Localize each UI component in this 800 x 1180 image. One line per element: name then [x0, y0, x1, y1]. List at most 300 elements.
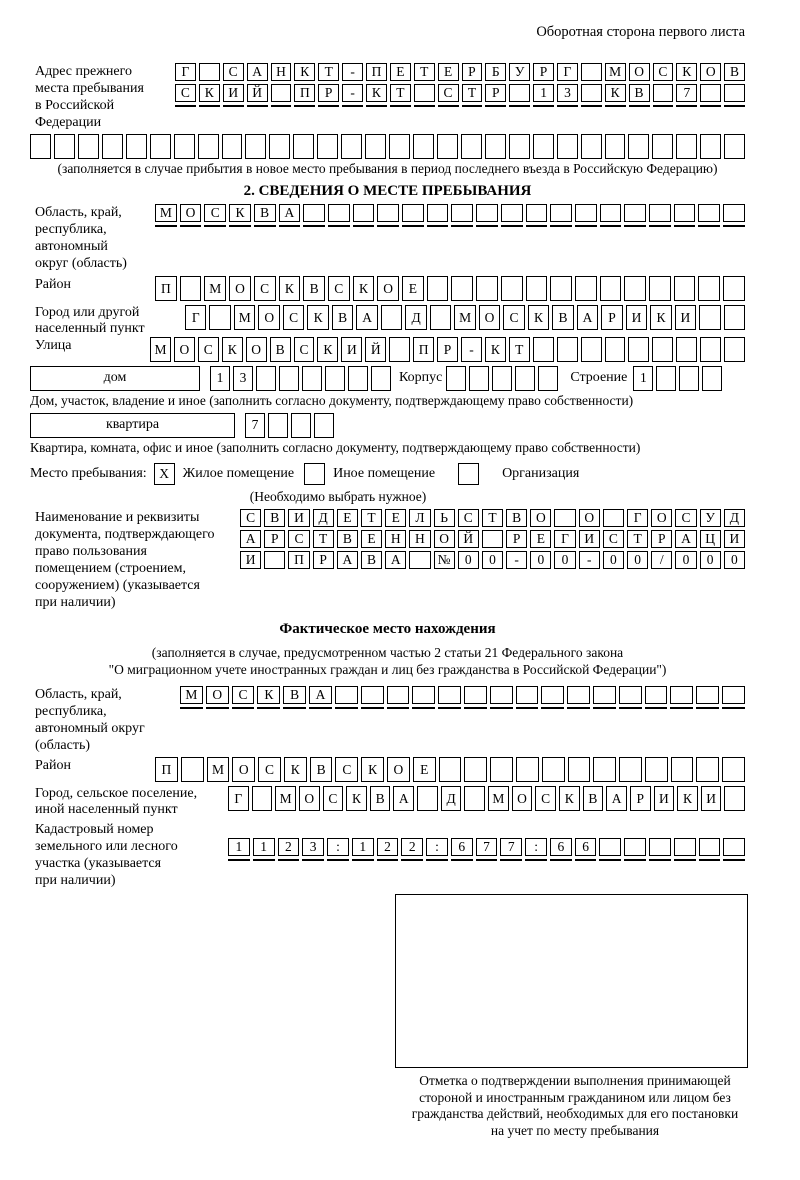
char-cell: [575, 225, 597, 227]
char-cell: С: [535, 786, 556, 811]
char-cell: К: [676, 63, 697, 81]
char-cell: №: [434, 551, 455, 569]
char-cell: [593, 757, 616, 782]
document-row-3: [240, 551, 745, 569]
char-cell: П: [155, 757, 178, 782]
char-cell: [516, 707, 539, 709]
char-cell: Е: [361, 530, 382, 548]
char-cell: М: [234, 305, 255, 330]
cadastral-row-2: [228, 859, 745, 861]
char-cell: О: [512, 786, 533, 811]
prev-address-rows: [175, 63, 745, 107]
char-cell: К: [528, 305, 549, 330]
char-cell: В: [332, 305, 353, 330]
char-cell: Р: [601, 305, 622, 330]
fact-region-row-2: [180, 707, 745, 709]
char-cell: Т: [313, 530, 334, 548]
char-cell: [409, 551, 430, 569]
char-cell: И: [675, 305, 696, 330]
char-cell: [538, 366, 558, 391]
char-cell: [724, 786, 745, 811]
stay-type-label: Место пребывания:: [30, 466, 147, 481]
char-cell: [482, 530, 503, 548]
char-cell: Р: [506, 530, 527, 548]
char-cell: О: [174, 337, 195, 362]
street-label: Улица: [35, 338, 72, 353]
char-cell: :: [426, 838, 448, 856]
fact-district-label: Район: [35, 758, 71, 773]
char-cell: [257, 707, 280, 709]
char-cell: Е: [402, 276, 424, 301]
char-cell: [724, 305, 745, 330]
char-cell: С: [254, 276, 276, 301]
char-cell: [533, 337, 554, 362]
char-cell: [557, 134, 578, 159]
char-cell: К: [229, 204, 251, 222]
char-cell: [180, 225, 202, 227]
char-cell: [581, 337, 602, 362]
char-cell: [126, 134, 147, 159]
char-cell: [348, 366, 368, 391]
char-cell: О: [229, 276, 251, 301]
char-cell: -: [342, 63, 363, 81]
char-cell: [335, 686, 358, 704]
char-cell: [581, 63, 602, 81]
char-cell: [325, 366, 345, 391]
char-cell: 6: [550, 838, 572, 856]
char-cell: [700, 84, 721, 102]
char-cell: [414, 105, 435, 107]
char-cell: [204, 225, 226, 227]
char-cell: 7: [500, 838, 522, 856]
char-cell: [581, 134, 602, 159]
char-cell: П: [155, 276, 177, 301]
char-cell: Е: [385, 509, 406, 527]
char-cell: И: [701, 786, 722, 811]
char-cell: К: [485, 337, 506, 362]
char-cell: [575, 859, 597, 861]
char-cell: [309, 707, 332, 709]
char-cell: 0: [458, 551, 479, 569]
char-cell: [722, 686, 745, 704]
char-cell: [180, 276, 202, 301]
prev-address-note: (заполняется в случае прибытия в новое место пребывания в период последнего въезда в Российскую Федерацию): [57, 161, 718, 176]
char-cell: [293, 134, 314, 159]
char-cell: С: [328, 276, 350, 301]
char-cell: [700, 134, 721, 159]
checkbox-organization: [458, 463, 479, 485]
char-cell: [652, 337, 673, 362]
char-cell: 3: [233, 366, 253, 391]
char-cell: О: [232, 757, 255, 782]
char-cell: М: [204, 276, 226, 301]
prev-address-row-3: [175, 105, 745, 107]
char-cell: [426, 859, 448, 861]
char-cell: А: [675, 530, 696, 548]
char-cell: О: [651, 509, 672, 527]
char-cell: [271, 105, 292, 107]
district-row: [155, 276, 745, 301]
char-cell: [361, 707, 384, 709]
char-cell: К: [257, 686, 280, 704]
street-row: [150, 337, 745, 362]
fact-region-row-1: [180, 686, 745, 704]
char-cell: [303, 204, 325, 222]
char-cell: [268, 413, 288, 438]
char-cell: [389, 337, 410, 362]
char-cell: [451, 276, 473, 301]
option-residential-label: Жилое помещение: [182, 466, 295, 481]
char-cell: Н: [271, 63, 292, 81]
char-cell: [427, 276, 449, 301]
char-cell: 1: [210, 366, 230, 391]
char-cell: [476, 859, 498, 861]
char-cell: [599, 838, 621, 856]
char-cell: С: [288, 530, 309, 548]
char-cell: [327, 859, 349, 861]
char-cell: [223, 105, 244, 107]
char-cell: [412, 686, 435, 704]
section2-title: 2. СВЕДЕНИЯ О МЕСТЕ ПРЕБЫВАНИЯ: [243, 183, 532, 199]
prev-address-group: [30, 63, 745, 131]
street-group: [30, 337, 745, 362]
char-cell: 1: [253, 838, 275, 856]
region-label: Область, край, республика, автономный округ (область): [35, 205, 127, 271]
char-cell: [509, 84, 530, 102]
char-cell: -: [461, 337, 482, 362]
char-cell: М: [488, 786, 509, 811]
region-row-1: [155, 204, 745, 222]
char-cell: [575, 204, 597, 222]
district-label: Район: [35, 277, 71, 292]
char-cell: [245, 134, 266, 159]
char-cell: [645, 757, 668, 782]
char-cell: [526, 276, 548, 301]
char-cell: К: [294, 63, 315, 81]
char-cell: [533, 105, 554, 107]
char-cell: О: [246, 337, 267, 362]
char-cell: [199, 63, 220, 81]
char-cell: Е: [438, 63, 459, 81]
char-cell: [676, 337, 697, 362]
char-cell: П: [413, 337, 434, 362]
char-cell: [222, 134, 243, 159]
char-cell: [649, 276, 671, 301]
char-cell: [723, 859, 745, 861]
char-cell: [723, 838, 745, 856]
char-cell: [229, 225, 251, 227]
char-cell: [679, 366, 699, 391]
char-cell: [671, 757, 694, 782]
char-cell: [430, 305, 451, 330]
char-cell: Г: [557, 63, 578, 81]
char-cell: [698, 204, 720, 222]
char-cell: Й: [458, 530, 479, 548]
char-cell: 3: [302, 838, 324, 856]
char-cell: [476, 204, 498, 222]
char-cell: [247, 105, 268, 107]
char-cell: 7: [676, 84, 697, 102]
char-cell: [490, 757, 513, 782]
char-cell: [674, 276, 696, 301]
header-note: Оборотная сторона первого листа: [536, 24, 745, 40]
char-cell: [533, 134, 554, 159]
char-cell: [451, 859, 473, 861]
char-cell: Г: [228, 786, 249, 811]
char-cell: [500, 859, 522, 861]
char-cell: А: [393, 786, 414, 811]
house-row: [30, 365, 745, 391]
char-cell: [278, 859, 300, 861]
char-cell: Р: [437, 337, 458, 362]
char-cell: К: [650, 305, 671, 330]
char-cell: [567, 686, 590, 704]
char-cell: Р: [264, 530, 285, 548]
char-cell: [649, 838, 671, 856]
char-cell: :: [327, 838, 349, 856]
char-cell: С: [223, 63, 244, 81]
char-cell: [652, 134, 673, 159]
stroenie-cells: [633, 366, 722, 391]
char-cell: Т: [482, 509, 503, 527]
char-cell: Д: [313, 509, 334, 527]
char-cell: [269, 134, 290, 159]
char-cell: [209, 305, 230, 330]
char-cell: [302, 366, 322, 391]
region-rows: [155, 204, 745, 227]
char-cell: [575, 276, 597, 301]
char-cell: [402, 204, 424, 222]
cadastral-rows: [228, 838, 745, 861]
char-cell: М: [180, 686, 203, 704]
char-cell: [291, 413, 311, 438]
char-cell: [526, 225, 548, 227]
checkbox-residential: X: [154, 463, 175, 485]
char-cell: [722, 707, 745, 709]
char-cell: [294, 105, 315, 107]
char-cell: [485, 105, 506, 107]
char-cell: Р: [462, 63, 483, 81]
char-cell: [198, 134, 219, 159]
document-group: [30, 509, 745, 611]
char-cell: П: [366, 63, 387, 81]
char-cell: О: [629, 63, 650, 81]
char-cell: Т: [414, 63, 435, 81]
korpus-label: Корпус: [399, 370, 443, 385]
char-cell: [303, 225, 325, 227]
char-cell: [699, 859, 721, 861]
document-label: Наименование и реквизиты документа, подтверждающего право пользования помещением (строением, сооружением) (указывается при наличии): [35, 510, 215, 610]
char-cell: 0: [603, 551, 624, 569]
actual-location-title: Фактическое место нахождения: [279, 621, 496, 637]
char-cell: Т: [462, 84, 483, 102]
char-cell: [30, 134, 51, 159]
char-cell: М: [275, 786, 296, 811]
char-cell: 1: [533, 84, 554, 102]
char-cell: [568, 757, 591, 782]
char-cell: [314, 413, 334, 438]
char-cell: [451, 225, 473, 227]
char-cell: [401, 859, 423, 861]
char-cell: [462, 105, 483, 107]
document-rows: [240, 509, 745, 569]
char-cell: [328, 204, 350, 222]
char-cell: Д: [724, 509, 745, 527]
char-cell: [581, 84, 602, 102]
char-cell: [476, 276, 498, 301]
char-cell: С: [198, 337, 219, 362]
prev-address-row-1: [175, 63, 745, 81]
char-cell: Ь: [434, 509, 455, 527]
fact-district-group: [30, 757, 745, 782]
char-cell: М: [207, 757, 230, 782]
char-cell: [427, 225, 449, 227]
char-cell: И: [626, 305, 647, 330]
char-cell: [541, 686, 564, 704]
char-cell: [674, 838, 696, 856]
char-cell: [501, 276, 523, 301]
char-cell: [446, 366, 466, 391]
char-cell: [605, 105, 626, 107]
char-cell: [390, 105, 411, 107]
fact-region-group: [30, 686, 745, 754]
char-cell: [228, 859, 250, 861]
char-cell: К: [353, 276, 375, 301]
char-cell: [366, 105, 387, 107]
char-cell: Б: [485, 63, 506, 81]
char-cell: С: [258, 757, 281, 782]
city-label: Город или другой населенный пункт: [35, 305, 145, 336]
char-cell: [413, 134, 434, 159]
char-cell: О: [206, 686, 229, 704]
char-cell: К: [361, 757, 384, 782]
char-cell: 7: [245, 413, 265, 438]
char-cell: 3: [557, 84, 578, 102]
fact-region-label: Область, край, республика, автономный округ (область): [35, 687, 145, 753]
char-cell: Р: [651, 530, 672, 548]
char-cell: Д: [405, 305, 426, 330]
char-cell: В: [552, 305, 573, 330]
char-cell: [353, 204, 375, 222]
char-cell: [698, 225, 720, 227]
char-cell: 0: [675, 551, 696, 569]
char-cell: О: [579, 509, 600, 527]
char-cell: [699, 838, 721, 856]
char-cell: [624, 859, 646, 861]
char-cell: [605, 134, 626, 159]
char-cell: 0: [627, 551, 648, 569]
char-cell: [674, 225, 696, 227]
char-cell: [381, 305, 402, 330]
document-row-2: [240, 530, 745, 548]
char-cell: [451, 204, 473, 222]
char-cell: В: [283, 686, 306, 704]
stay-type-note: (Необходимо выбрать нужное): [249, 489, 427, 504]
char-cell: О: [479, 305, 500, 330]
char-cell: [464, 757, 487, 782]
char-cell: О: [434, 530, 455, 548]
char-cell: [371, 366, 391, 391]
char-cell: [649, 204, 671, 222]
char-cell: [464, 786, 485, 811]
option-organization-label: Организация: [502, 466, 580, 481]
char-cell: [670, 686, 693, 704]
char-cell: Е: [413, 757, 436, 782]
char-cell: [377, 204, 399, 222]
char-cell: [599, 859, 621, 861]
char-cell: Г: [554, 530, 575, 548]
char-cell: [525, 859, 547, 861]
char-cell: [417, 786, 438, 811]
char-cell: [342, 105, 363, 107]
char-cell: [54, 134, 75, 159]
document-row-1: [240, 509, 745, 527]
char-cell: Е: [390, 63, 411, 81]
char-cell: К: [317, 337, 338, 362]
char-cell: [387, 707, 410, 709]
char-cell: [102, 134, 123, 159]
apartment-note: Квартира, комната, офис и иное (заполнить согласно документу, подтверждающему право собственности): [30, 440, 641, 455]
char-cell: [699, 305, 720, 330]
char-cell: С: [323, 786, 344, 811]
fact-city-row: [228, 786, 745, 811]
stay-type-row: [30, 462, 745, 486]
char-cell: -: [506, 551, 527, 569]
char-cell: [550, 225, 572, 227]
char-cell: [550, 276, 572, 301]
char-cell: Д: [441, 786, 462, 811]
char-cell: [78, 134, 99, 159]
char-cell: [619, 707, 642, 709]
char-cell: С: [675, 509, 696, 527]
char-cell: [593, 707, 616, 709]
char-cell: [476, 225, 498, 227]
apartment-row: [30, 412, 745, 438]
char-cell: 6: [451, 838, 473, 856]
char-cell: [427, 204, 449, 222]
char-cell: [180, 707, 203, 709]
char-cell: [629, 105, 650, 107]
house-box: дом: [30, 366, 200, 391]
char-cell: Т: [318, 63, 339, 81]
char-cell: :: [525, 838, 547, 856]
char-cell: [674, 859, 696, 861]
char-cell: О: [180, 204, 202, 222]
char-cell: М: [150, 337, 171, 362]
char-cell: С: [438, 84, 459, 102]
char-cell: 2: [401, 838, 423, 856]
char-cell: [206, 707, 229, 709]
char-cell: [464, 686, 487, 704]
char-cell: [469, 366, 489, 391]
char-cell: [252, 786, 273, 811]
char-cell: [600, 276, 622, 301]
char-cell: [550, 204, 572, 222]
char-cell: [698, 276, 720, 301]
char-cell: [464, 707, 487, 709]
char-cell: /: [651, 551, 672, 569]
char-cell: [283, 707, 306, 709]
char-cell: 0: [724, 551, 745, 569]
fact-region-rows: [180, 686, 745, 709]
char-cell: И: [654, 786, 675, 811]
char-cell: [490, 707, 513, 709]
fact-city-label: Город, сельское поселение, иной населенный пункт: [35, 786, 198, 817]
char-cell: К: [307, 305, 328, 330]
house-number-cells: [210, 366, 391, 391]
char-cell: Г: [175, 63, 196, 81]
char-cell: [150, 134, 171, 159]
